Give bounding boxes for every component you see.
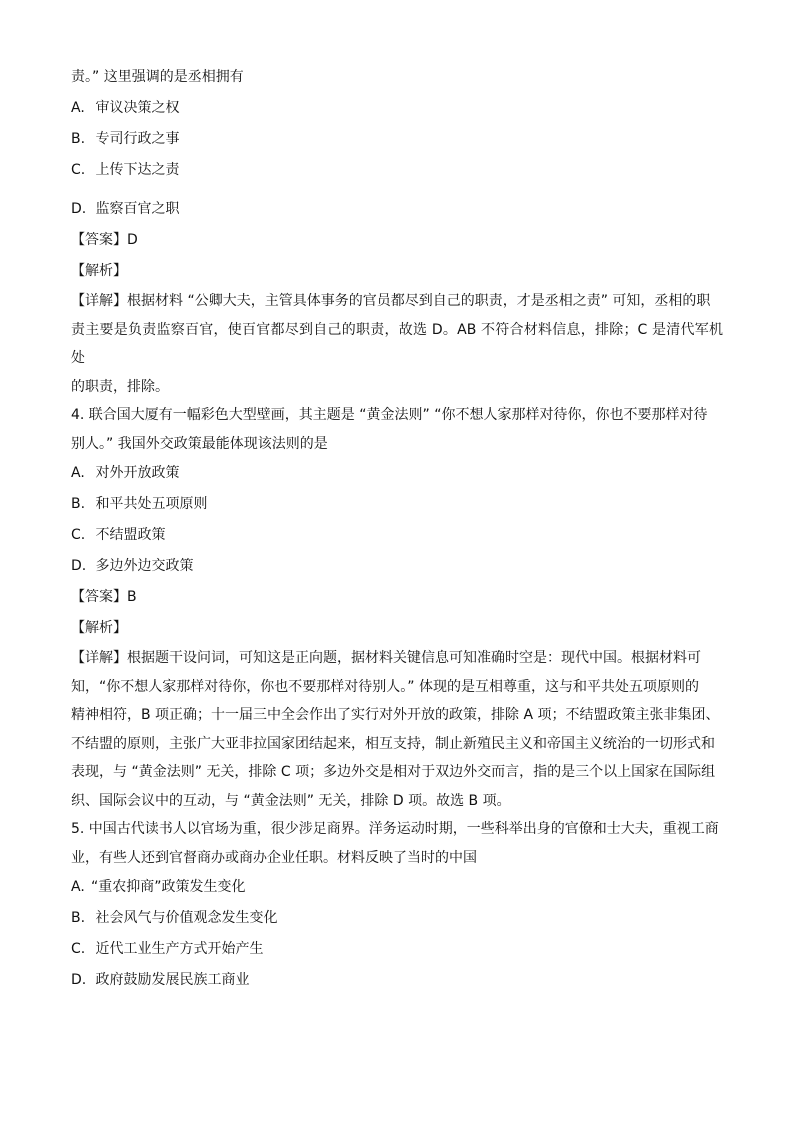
option-text: 监察百官之职	[95, 201, 180, 217]
option-letter: A.	[71, 100, 85, 116]
q5-stem-line: 5. 中国古代读书人以官场为重，很少涉足商界。洋务运动时期，一些科举出身的官僚和士大夫，重视工商	[71, 821, 719, 837]
q4-stem-line: 别人。” 我国外交政策最能体现该法则的是	[71, 435, 328, 452]
q3-answer: 【答案】D	[71, 232, 138, 248]
option-text: 不结盟政策	[95, 527, 166, 543]
option-text: 专司行政之事	[95, 131, 180, 147]
q5-option-a	[71, 872, 723, 903]
q4-option-b	[71, 489, 723, 520]
q3-option-b	[71, 124, 723, 155]
q4-analysis-label: 【解析】	[71, 620, 127, 636]
q3-option-d	[71, 194, 723, 225]
q3-detail-line: 责主要是负责监察百官，使百官都尽到自己的职责，故选 D。AB 不符合材料信息，排除；C 是清代军机处	[71, 321, 723, 366]
option-text: 社会风气与价值观念发生变化	[95, 910, 278, 926]
q3-detail-line: 【详解】根据材料 “公卿大夫，主管具体事务的官员都尽到自己的职责，才是丞相之责” 可知，丞相的职	[71, 293, 711, 309]
q4-detail-line: 织、国际会议中的互动，与 “黄金法则” 无关，排除 D 项。故选 B 项。	[71, 792, 511, 809]
option-letter: B.	[71, 131, 86, 147]
q3-analysis-label: 【解析】	[71, 263, 127, 279]
q4-stem-line: 4. 联合国大厦有一幅彩色大型壁画，其主题是 “黄金法则” “你不想人家那样对待你，你也不要那样对待	[71, 407, 708, 423]
q4-detail-line: 知，“你不想人家那样对待你，你也不要那样对待别人。” 体现的是互相尊重，这与和平共处五项原则的	[71, 678, 699, 695]
option-letter: D.	[71, 972, 87, 988]
option-text: 和平共处五项原则	[95, 496, 208, 512]
option-text: 对外开放政策	[95, 465, 180, 481]
option-letter: A.	[71, 879, 85, 895]
q5-option-c	[71, 934, 723, 965]
exam-page	[71, 62, 723, 996]
option-text: 审议决策之权	[95, 100, 180, 116]
option-letter: C.	[71, 527, 86, 543]
q4-detail-line: 表现，与 “黄金法则” 无关，排除 C 项；多边外交是相对于双边外交而言，指的是三个以上国家在国际组	[71, 764, 716, 780]
q3-detail-line: 的职责，排除。	[71, 378, 169, 395]
q4-option-d	[71, 551, 723, 582]
option-letter: B.	[71, 496, 86, 512]
option-letter: D.	[71, 201, 87, 217]
q5-option-b	[71, 903, 723, 934]
option-letter: C.	[71, 162, 86, 178]
q3-option-a	[71, 93, 723, 124]
option-text: 上传下达之责	[95, 162, 180, 178]
q4-detail-line: 不结盟的原则，主张广大亚非拉国家团结起来，相互支持，制止新殖民主义和帝国主义统治的一切形式和	[71, 735, 715, 752]
option-text: 近代工业生产方式开始产生	[95, 941, 264, 957]
q3-stem-end: 责。” 这里强调的是丞相拥有	[71, 69, 244, 85]
option-letter: D.	[71, 558, 87, 574]
option-letter: C.	[71, 941, 86, 957]
q3-option-c	[71, 155, 723, 186]
q4-detail-line: 精神相符，B 项正确；十一届三中全会作出了实行对外开放的政策，排除 A 项；不结盟政策主张非集团、	[71, 707, 720, 723]
q5-option-d	[71, 965, 723, 996]
q4-option-c	[71, 520, 723, 551]
q4-answer: 【答案】B	[71, 589, 137, 605]
q5-stem-line: 业，有些人还到官督商办或商办企业任职。材料反映了当时的中国	[71, 849, 477, 866]
option-letter: B.	[71, 910, 86, 926]
option-letter: A.	[71, 465, 85, 481]
option-text: 政府鼓励发展民族工商业	[95, 972, 250, 988]
option-text: “重农抑商”政策发生变化	[91, 879, 246, 895]
q4-option-a	[71, 458, 723, 489]
option-text: 多边外边交政策	[95, 558, 194, 574]
q4-detail-line: 【详解】根据题干设问词，可知这是正向题，据材料关键信息可知准确时空是：现代中国。根据材料可	[71, 650, 701, 666]
